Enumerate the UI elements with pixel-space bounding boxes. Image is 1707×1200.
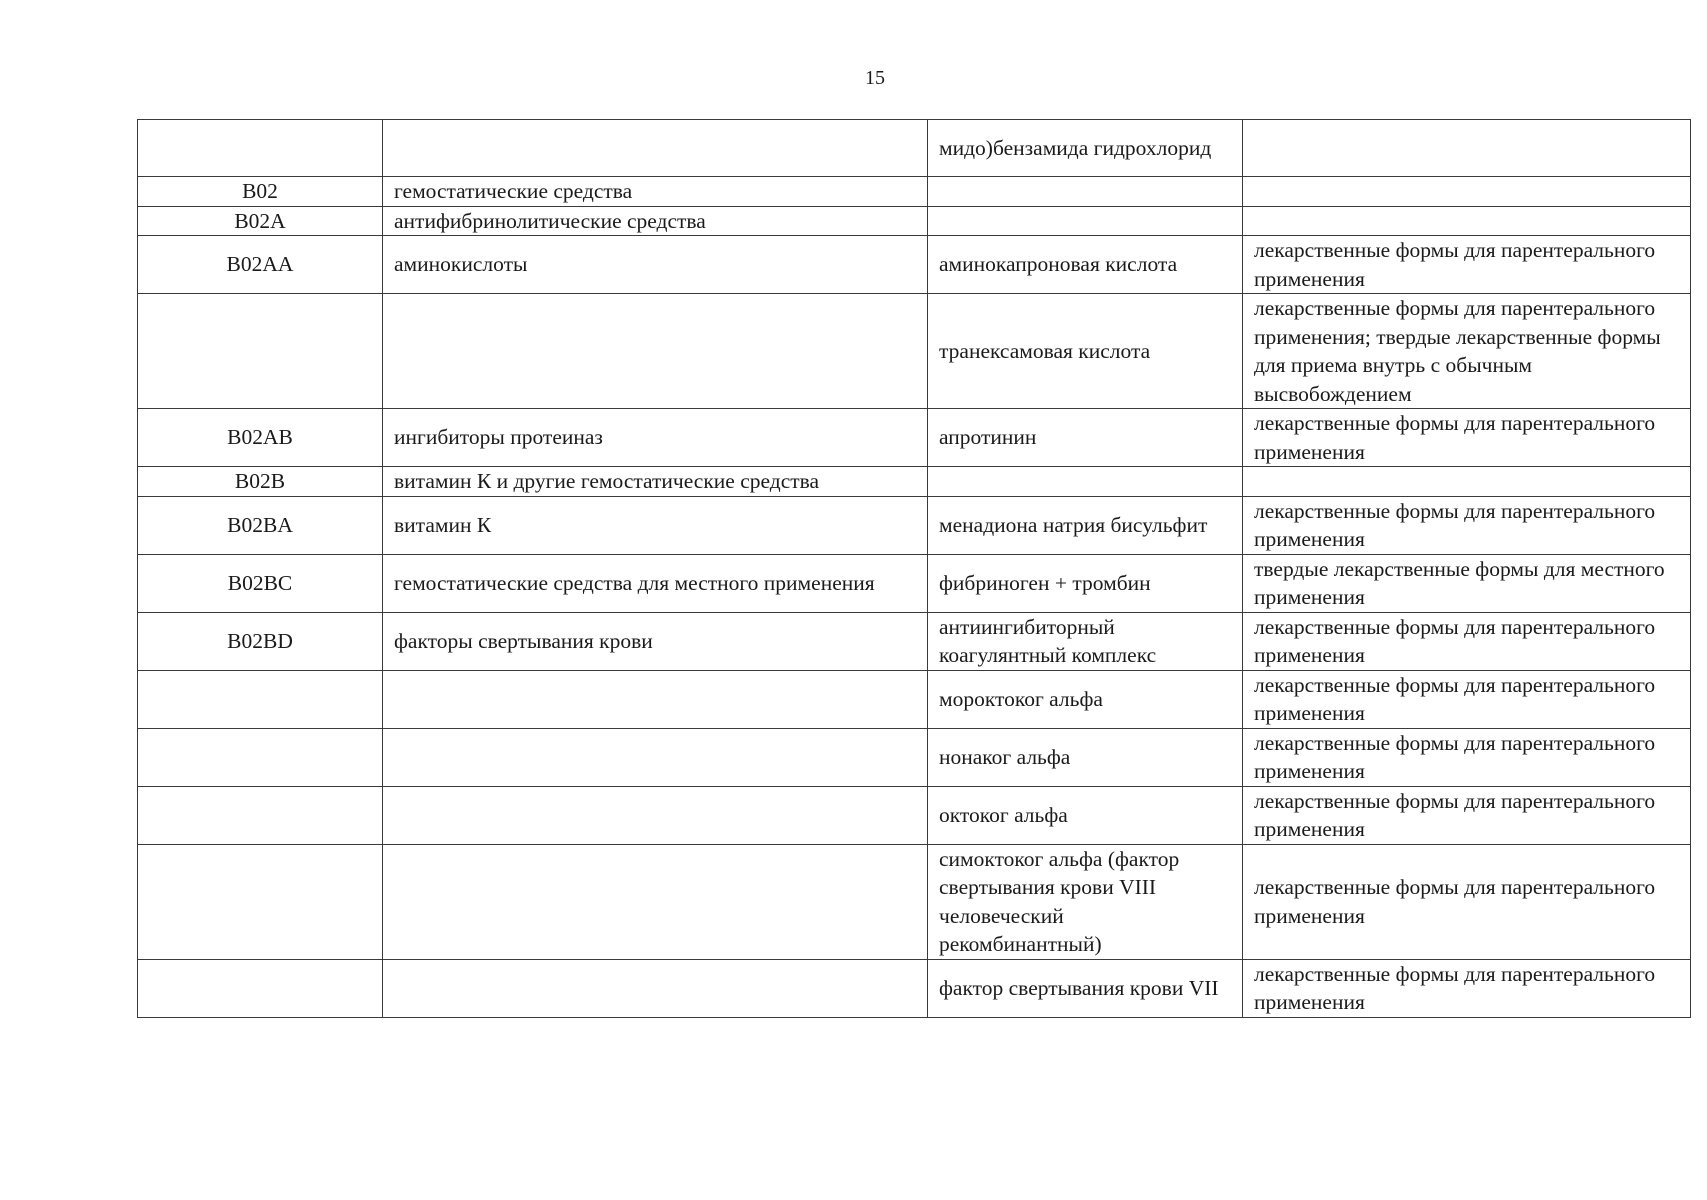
atc-group-cell: аминокислоты — [383, 236, 928, 294]
substance-cell: фибриноген + тромбин — [928, 554, 1243, 612]
atc-group-cell: гемостатические средства для местного применения — [383, 554, 928, 612]
drug-list-table — [137, 119, 1691, 1018]
atc-group-cell: антифибринолитические средства — [383, 206, 928, 236]
atc-code-cell: B02BC — [138, 554, 383, 612]
atc-code-cell — [138, 294, 383, 409]
substance-cell: антиингибиторный коагулянтный комплекс — [928, 612, 1243, 670]
table-row — [138, 496, 1691, 554]
atc-group-cell — [383, 294, 928, 409]
atc-group-cell: факторы свертывания крови — [383, 612, 928, 670]
substance-cell — [928, 467, 1243, 497]
atc-code-cell: B02BD — [138, 612, 383, 670]
atc-code-cell: B02AA — [138, 236, 383, 294]
dosage-form-cell — [1243, 177, 1691, 207]
atc-group-cell: гемостатические средства — [383, 177, 928, 207]
atc-group-cell: витамин К и другие гемостатические средства — [383, 467, 928, 497]
dosage-form-cell: лекарственные формы для парентерального применения — [1243, 786, 1691, 844]
page-number: 15 — [865, 67, 885, 89]
substance-cell — [928, 206, 1243, 236]
dosage-form-cell: лекарственные формы для парентерального применения — [1243, 728, 1691, 786]
table-row — [138, 206, 1691, 236]
dosage-form-cell — [1243, 206, 1691, 236]
atc-group-cell — [383, 728, 928, 786]
table-row — [138, 612, 1691, 670]
dosage-form-cell: лекарственные формы для парентерального применения — [1243, 496, 1691, 554]
table-row — [138, 177, 1691, 207]
table-row — [138, 959, 1691, 1017]
table-body — [138, 120, 1691, 1018]
atc-code-cell: B02 — [138, 177, 383, 207]
dosage-form-cell — [1243, 120, 1691, 177]
atc-group-cell — [383, 670, 928, 728]
atc-group-cell — [383, 120, 928, 177]
dosage-form-cell: лекарственные формы для парентерального применения — [1243, 670, 1691, 728]
atc-code-cell — [138, 728, 383, 786]
atc-code-cell: B02B — [138, 467, 383, 497]
substance-cell: мидо)бензамида гидрохлорид — [928, 120, 1243, 177]
dosage-form-cell: лекарственные формы для парентерального применения — [1243, 236, 1691, 294]
dosage-form-cell: лекарственные формы для парентерального применения — [1243, 959, 1691, 1017]
substance-cell: транексамовая кислота — [928, 294, 1243, 409]
atc-code-cell: B02AB — [138, 409, 383, 467]
atc-code-cell — [138, 844, 383, 959]
dosage-form-cell: лекарственные формы для парентерального применения — [1243, 409, 1691, 467]
dosage-form-cell: лекарственные формы для парентерального применения — [1243, 844, 1691, 959]
substance-cell: октоког альфа — [928, 786, 1243, 844]
atc-code-cell — [138, 120, 383, 177]
substance-cell: менадиона натрия бисульфит — [928, 496, 1243, 554]
table-row — [138, 409, 1691, 467]
atc-group-cell: витамин К — [383, 496, 928, 554]
dosage-form-cell: лекарственные формы для парентерального применения; твердые лекарственные формы для приема внутрь с обычным высвобождением — [1243, 294, 1691, 409]
table-row — [138, 554, 1691, 612]
atc-code-cell: B02BA — [138, 496, 383, 554]
atc-group-cell — [383, 844, 928, 959]
table-row — [138, 236, 1691, 294]
atc-code-cell — [138, 670, 383, 728]
table-row — [138, 670, 1691, 728]
table-row — [138, 786, 1691, 844]
substance-cell: нонаког альфа — [928, 728, 1243, 786]
dosage-form-cell: лекарственные формы для парентерального применения — [1243, 612, 1691, 670]
table-row — [138, 844, 1691, 959]
table-row — [138, 294, 1691, 409]
dosage-form-cell: твердые лекарственные формы для местного применения — [1243, 554, 1691, 612]
atc-group-cell: ингибиторы протеиназ — [383, 409, 928, 467]
dosage-form-cell — [1243, 467, 1691, 497]
substance-cell — [928, 177, 1243, 207]
substance-cell: аминокапроновая кислота — [928, 236, 1243, 294]
table-row — [138, 728, 1691, 786]
atc-group-cell — [383, 786, 928, 844]
table-row — [138, 467, 1691, 497]
substance-cell: симоктоког альфа (фактор свертывания крови VIII человеческий рекомбинантный) — [928, 844, 1243, 959]
atc-group-cell — [383, 959, 928, 1017]
substance-cell: мороктоког альфа — [928, 670, 1243, 728]
substance-cell: апротинин — [928, 409, 1243, 467]
substance-cell: фактор свертывания крови VII — [928, 959, 1243, 1017]
atc-code-cell: B02A — [138, 206, 383, 236]
atc-code-cell — [138, 786, 383, 844]
atc-code-cell — [138, 959, 383, 1017]
table-row — [138, 120, 1691, 177]
